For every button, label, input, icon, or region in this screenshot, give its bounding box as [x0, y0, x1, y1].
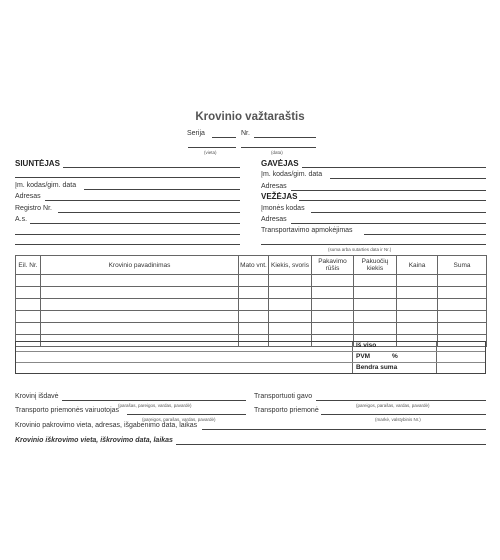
col-header-unit: Mato vnt. [239, 256, 269, 275]
vieta-field[interactable] [188, 147, 236, 148]
carrier-code-label: Įmonės kodas [261, 205, 305, 212]
carrier-name-field[interactable] [299, 200, 486, 201]
col-header-no: Eil. Nr. [16, 256, 41, 275]
carrier-payment-field[interactable] [364, 234, 486, 235]
sender-code-label: Įm. kodas/gim. data [15, 182, 77, 189]
nr-field[interactable] [254, 137, 316, 138]
sender-heading: SIUNTĖJAS [15, 159, 60, 168]
carrier-address-field[interactable] [291, 223, 486, 224]
sender-extra-field-1[interactable] [15, 234, 240, 235]
sender-registry-field[interactable] [58, 212, 240, 213]
col-header-name: Krovinio pavadinimas [41, 256, 239, 275]
vehicle-label: Transporto priemonė [254, 407, 319, 414]
receiver-code-label: Įm. kodas/gim. data [261, 171, 323, 178]
nr-label: Nr. [241, 130, 250, 137]
carrier-payment-caption: (suma arba sutarties data ir Nr.) [328, 247, 392, 252]
carrier-heading: VEŽĖJAS [261, 192, 298, 201]
loading-label: Krovinio pakrovimo vieta, adresas, išgabenimo data, laikas [15, 422, 198, 429]
received-field[interactable] [316, 400, 486, 401]
loading-field[interactable] [202, 429, 486, 430]
table-row[interactable] [16, 323, 487, 335]
sender-account-field[interactable] [30, 223, 240, 224]
vehicle-field[interactable] [321, 414, 486, 415]
received-label: Transportuoti gavo [254, 393, 313, 400]
serija-field[interactable] [212, 137, 236, 138]
grand-total-label: Bendra suma [356, 364, 398, 371]
sender-registry-label: Registro Nr. [15, 205, 52, 212]
sender-address-field[interactable] [45, 200, 240, 201]
col-header-packages: Pakuočių kiekis [354, 256, 397, 275]
vieta-caption: (vieta) [204, 150, 217, 155]
sender-code-field[interactable] [84, 189, 240, 190]
document-title: Krovinio važtaraštis [195, 111, 305, 123]
col-header-packing: Pakavimo rūšis [312, 256, 354, 275]
sender-account-label: A.s. [15, 216, 28, 223]
issued-by-field[interactable] [62, 400, 246, 401]
table-row[interactable] [16, 299, 487, 311]
carrier-code-field[interactable] [311, 212, 486, 213]
data-field[interactable] [241, 147, 316, 148]
table-header-row [16, 256, 487, 275]
totals-divider-2 [436, 342, 437, 373]
col-header-price: Kaina [397, 256, 438, 275]
issued-by-label: Krovinį išdavė [15, 393, 59, 400]
carrier-payment-label: Transportavimo apmokėjimas [261, 227, 353, 234]
received-caption: (pareigos, parašas, vardas, pavardė) [356, 403, 430, 408]
unloading-field[interactable] [176, 444, 486, 445]
total-label: Iš viso [356, 342, 377, 349]
vehicle-caption: (markė, valstybinis Nr.) [375, 417, 421, 422]
receiver-heading: GAVĖJAS [261, 159, 299, 168]
receiver-name-field[interactable] [302, 167, 486, 168]
col-header-quantity: Kiekis, svoris [269, 256, 312, 275]
unloading-label: Krovinio iškrovimo vieta, iškrovimo data, laikas [15, 437, 173, 444]
receiver-code-field[interactable] [330, 178, 486, 179]
table-row[interactable] [16, 311, 487, 323]
driver-field[interactable] [127, 414, 246, 415]
sender-extra-field-2[interactable] [15, 244, 240, 245]
col-header-sum: Suma [438, 256, 487, 275]
sender-address-label: Adresas [15, 193, 41, 200]
sender-name-field-2[interactable] [15, 177, 240, 178]
serija-label: Serija [187, 130, 205, 137]
carrier-address-label: Adresas [261, 216, 287, 223]
driver-caption: (pareigos, parašas, vardas, pavardė) [142, 417, 216, 422]
vat-percent-label: % [392, 353, 398, 360]
totals-rule-2 [16, 362, 485, 363]
issued-by-caption: (parašas, pareigos, vardas, pavardė) [118, 403, 192, 408]
sender-name-field[interactable] [63, 167, 240, 168]
table-row[interactable] [16, 275, 487, 287]
data-caption: (data) [271, 150, 283, 155]
receiver-address-field[interactable] [291, 190, 486, 191]
totals-divider-1 [352, 342, 353, 373]
carrier-payment-field-2[interactable] [261, 244, 486, 245]
driver-label: Transporto priemonės vairuotojas [15, 407, 120, 414]
totals-rule-1 [16, 351, 485, 352]
receiver-address-label: Adresas [261, 183, 287, 190]
totals-box [15, 341, 486, 374]
table-row[interactable] [16, 287, 487, 299]
goods-table [15, 255, 487, 347]
vat-label: PVM [356, 353, 371, 360]
